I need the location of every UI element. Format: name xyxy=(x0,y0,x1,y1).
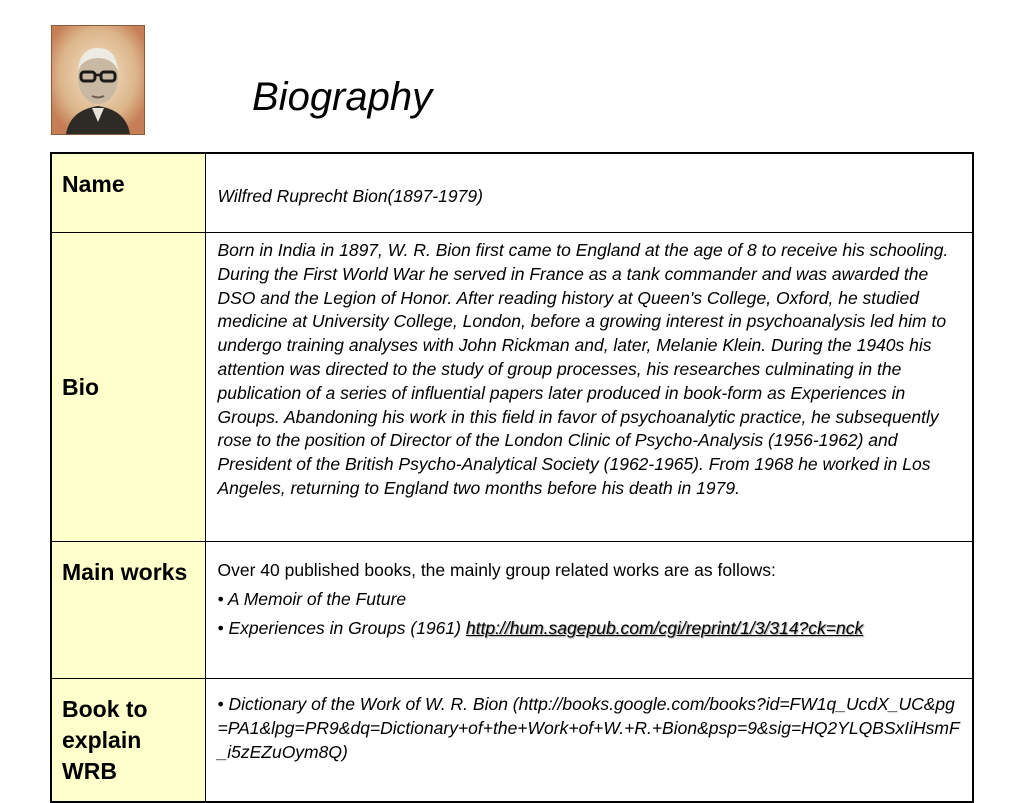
table-row xyxy=(51,542,973,679)
table-row xyxy=(51,233,973,542)
bio-label: Bio xyxy=(51,233,205,542)
works-intro: Over 40 published books, the mainly group related works are as follows: xyxy=(217,560,776,580)
book-text: • Dictionary of the Work of W. R. Bion (http://books.google.com/books?id=FW1q_UcdX_UC&pg=PA1&lpg=PR9&dq=Dictionary+of+the+Work+of+W.+R.+Bion&psp=9&sig=HQ2YLQBSxIiHsmF_i5zEZuOym8Q) xyxy=(205,679,973,803)
name-label: Name xyxy=(51,153,205,233)
portrait-photo xyxy=(51,25,145,135)
page-title: Biography xyxy=(252,75,433,119)
main-works-label: Main works xyxy=(51,542,205,679)
table-row xyxy=(51,153,973,233)
name-value: Wilfred Ruprecht Bion(1897-1979) xyxy=(205,153,973,233)
biography-table xyxy=(50,152,974,803)
experiences-in-groups-link[interactable]: http://hum.sagepub.com/cgi/reprint/1/3/314?ck=nck xyxy=(465,618,864,638)
bio-text: Born in India in 1897, W. R. Bion first came to England at the age of 8 to receive his schooling. During the First World War he served in France as a tank commander and was awarded the DSO and the Legion of Honor. After reading history at Queen's College, Oxford, he studied medicine at University College, London, before a growing interest in psychoanalysis led him to undergo training analyses with John Rickman and, later, Melanie Klein. During the 1940s his attention was directed to the study of group processes, his researches culminating in the publication of a series of influential papers later produced in book-form as Experiences in Groups. Abandoning his work in this field in favor of psychoanalytic practice, he subsequently rose to the position of Director of the London Clinic of Psycho-Analysis (1956-1962) and President of the British Psycho-Analytical Society (1962-1965). From 1968 he worked in Los Angeles, returning to England two months before his death in 1979. xyxy=(205,233,973,542)
works-item-experiences: • Experiences in Groups (1961) xyxy=(217,618,461,638)
table-row xyxy=(51,679,973,803)
portrait-photo-icon xyxy=(52,26,144,134)
main-works-content xyxy=(205,542,973,679)
works-item-memoir: • A Memoir of the Future xyxy=(217,589,407,609)
book-label: Book to explain WRB xyxy=(51,679,205,803)
